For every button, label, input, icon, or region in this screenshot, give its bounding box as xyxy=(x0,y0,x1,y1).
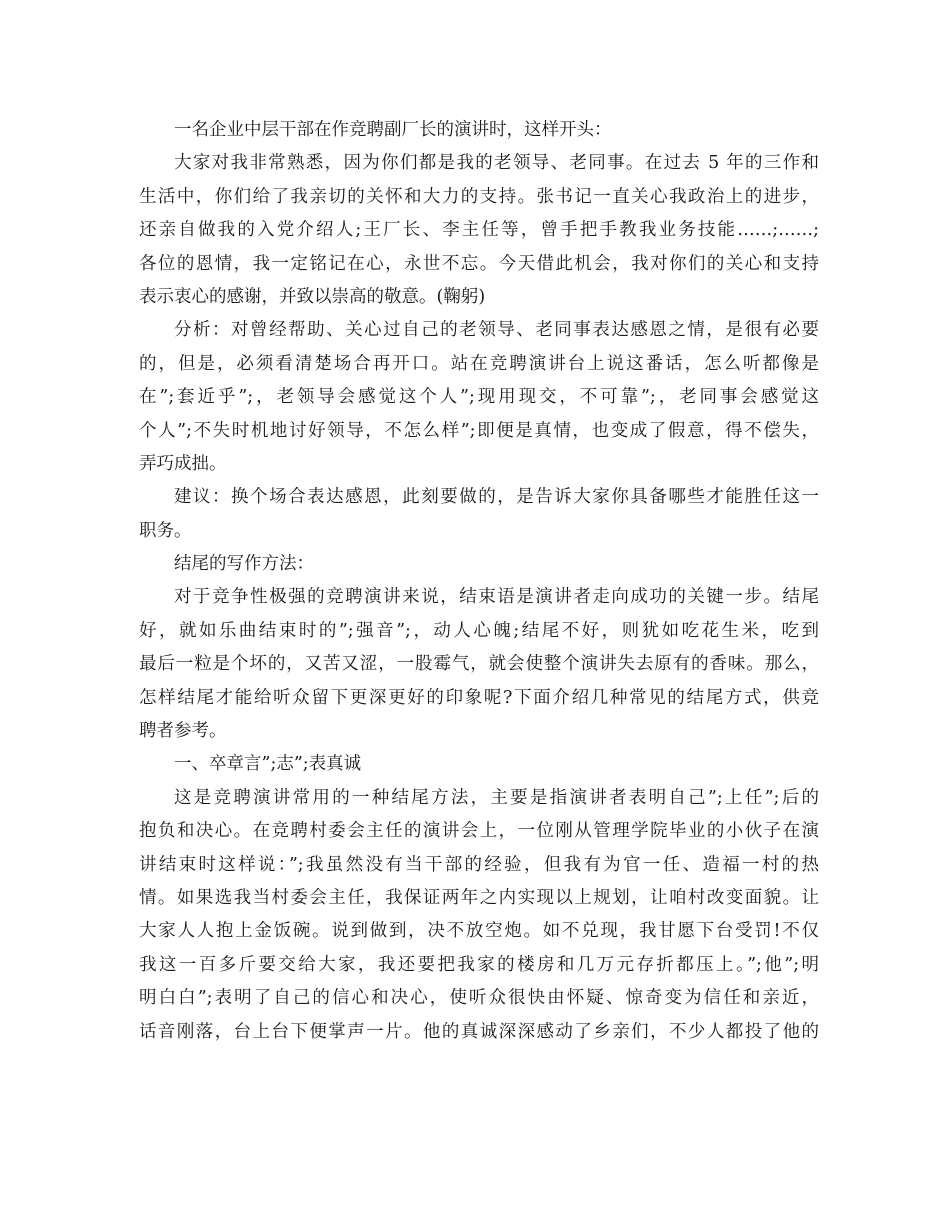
text-line: 分析：对曾经帮助、关心过自己的老领导、老同事表达感恩之情，是很有必要 xyxy=(174,320,819,341)
text-line: 聘者参考。 xyxy=(139,721,227,742)
text-line: 对于竞争性极强的竞聘演讲来说，结束语是演讲者走向成功的关键一步。结尾 xyxy=(174,587,819,608)
text-line: 一名企业中层干部在作竞聘副厂长的演讲时，这样开头： xyxy=(174,120,612,140)
text-line: 最后一粒是个坏的，又苦又涩，一股霉气，就会使整个演讲失去原有的香味。那么， xyxy=(139,654,819,675)
text-line: 大家对我非常熟悉，因为你们都是我的老领导、老同事。在过去 5 年的三作和 xyxy=(174,153,819,174)
document-body xyxy=(139,114,819,1049)
text-line: 话音刚落，台上台下便掌声一片。他的真诚深深感动了乡亲们，不少人都投了他的 xyxy=(139,1021,819,1042)
text-line: 还亲自做我的入党介绍人;王厂长、李主任等，曾手把手教我业务技能……;……; xyxy=(139,220,819,241)
text-line: 在”;套近乎”;，老领导会感觉这个人”;现用现交，不可靠”;，老同事会感觉这 xyxy=(139,387,819,408)
text-line: 结尾的写作方法： xyxy=(174,554,314,575)
text-line: 建议：换个场合表达感恩，此刻要做的，是告诉大家你具备哪些才能胜任这一 xyxy=(174,487,819,508)
text-line: 情。如果选我当村委会主任，我保证两年之内实现以上规划，让咱村改变面貌。让 xyxy=(139,887,819,908)
text-line: 这是竞聘演讲常用的一种结尾方法，主要是指演讲者表明自己”;上任”;后的 xyxy=(174,787,819,808)
text-line: 讲结束时这样说：”;我虽然没有当干部的经验，但我有为官一任、造福一村的热 xyxy=(139,854,819,875)
text-line: 个人”;不失时机地讨好领导，不怎么样”;即便是真情，也变成了假意，得不偿失， xyxy=(139,420,819,441)
text-line: 一、卒章言”;志”;表真诚 xyxy=(174,754,362,775)
text-line: 生活中，你们给了我亲切的关怀和大力的支持。张书记一直关心我政治上的进步， xyxy=(139,186,819,207)
text-line: 我这一百多斤要交给大家，我还要把我家的楼房和几万元存折都压上。”;他”;明 xyxy=(139,954,819,975)
text-line: 各位的恩情，我一定铭记在心，永世不忘。今天借此机会，我对你们的关心和支持 xyxy=(139,253,819,274)
text-line: 弄巧成拙。 xyxy=(139,453,227,474)
text-line: 职务。 xyxy=(139,520,192,541)
text-line: 好，就如乐曲结束时的”;强音”;，动人心魄;结尾不好，则犹如吃花生米，吃到 xyxy=(139,620,819,641)
text-line: 表示衷心的感谢，并致以崇高的敬意。(鞠躬) xyxy=(139,286,486,307)
text-line: 怎样结尾才能给听众留下更深更好的印象呢?下面介绍几种常见的结尾方式，供竞 xyxy=(139,687,819,708)
text-line: 大家人人抱上金饭碗。说到做到，决不放空炮。如不兑现，我甘愿下台受罚!不仅 xyxy=(139,921,819,942)
text-line: 明白白”;表明了自己的信心和决心，使听众很快由怀疑、惊奇变为信任和亲近， xyxy=(139,988,819,1009)
text-line: 抱负和决心。在竞聘村委会主任的演讲会上，一位刚从管理学院毕业的小伙子在演 xyxy=(139,821,819,842)
text-line: 的，但是，必须看清楚场合再开口。站在竞聘演讲台上说这番话，怎么听都像是 xyxy=(139,353,819,374)
